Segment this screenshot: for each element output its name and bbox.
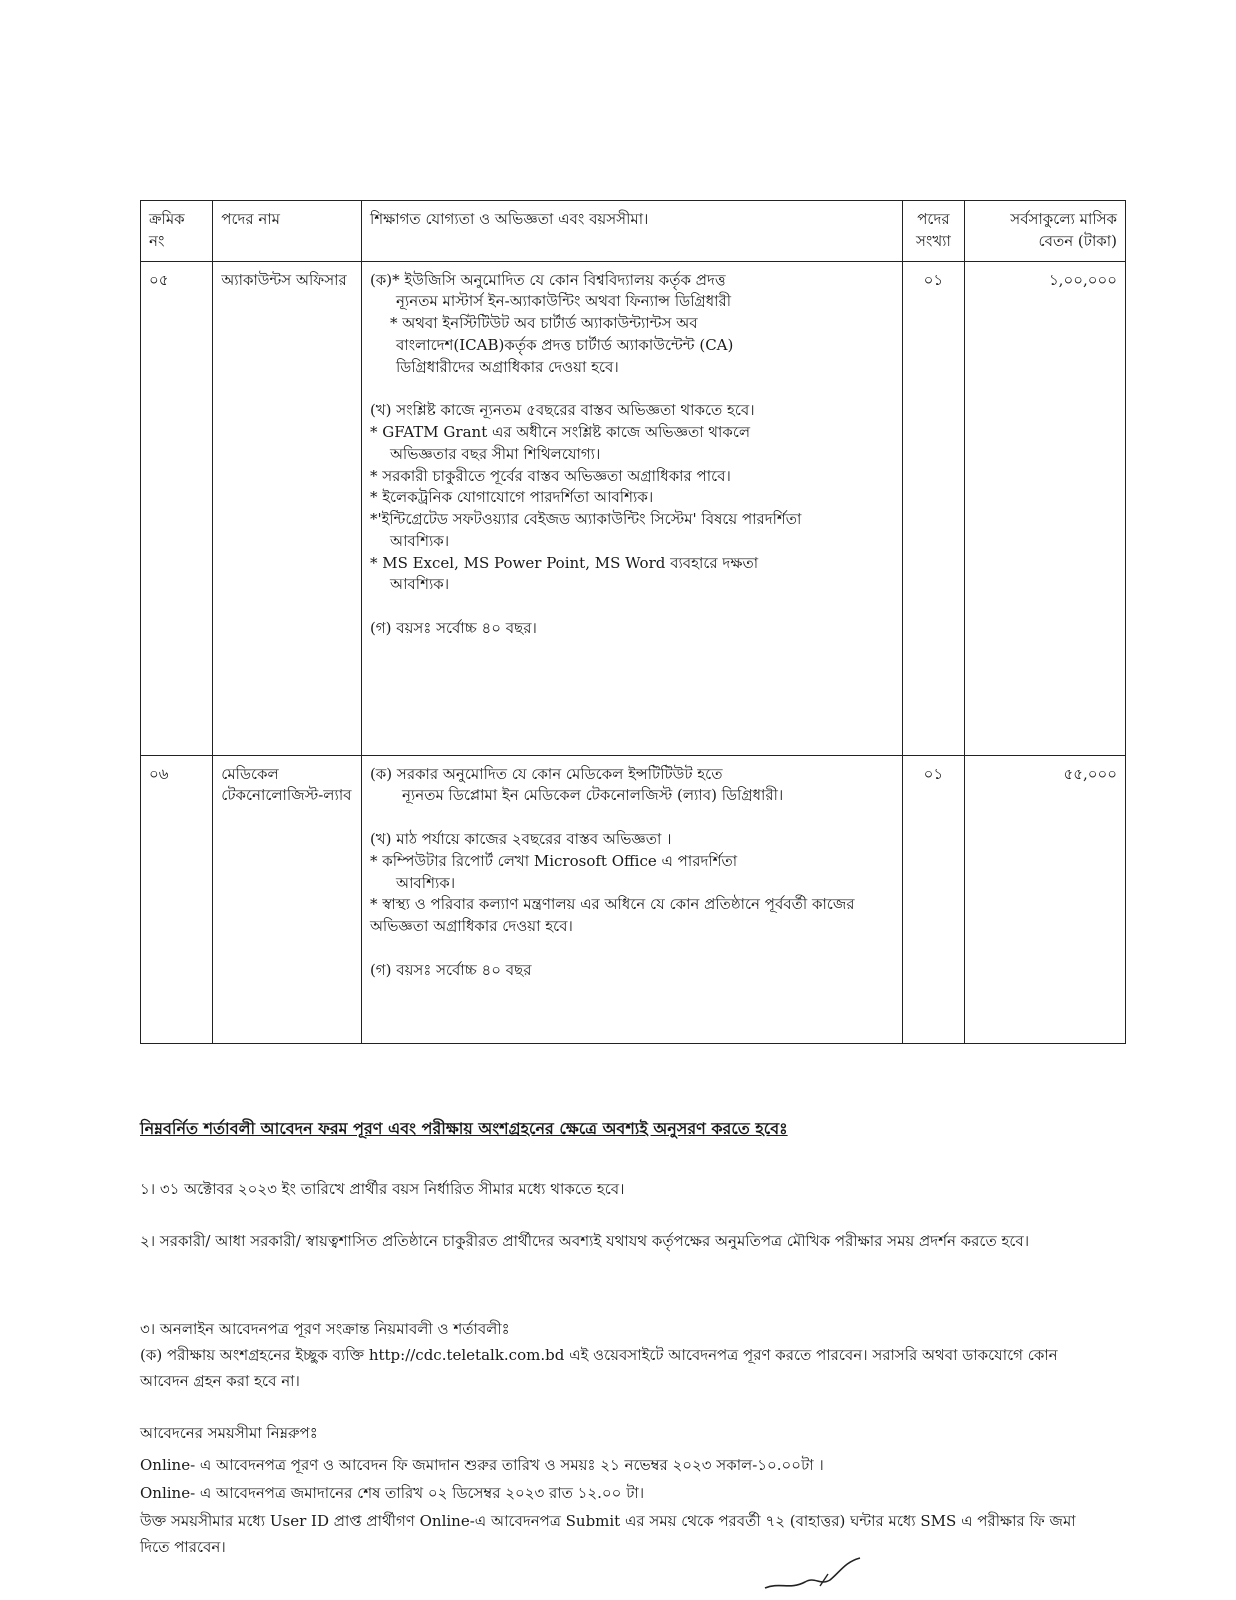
condition-item-1: ১। ৩১ অক্টোবর ২০২৩ ইং তারিখে প্রার্থীর বয়স নির্ধারিত সীমার মধ্যে থাকতে হবে।: [140, 1180, 625, 1198]
qual-line: (ক) সরকার অনুমোদিত যে কোন মেডিকেল ইন্সটিটিউট হতে: [369, 764, 723, 783]
qual-line: ডিগ্রিধারীদের অগ্রাধিকার দেওয়া হবে।: [395, 357, 619, 376]
qual-line: *'ইন্টিগ্রেটেড সফটওয়্যার বেইজড অ্যাকাউন্টিং সিস্টেম' বিষয়ে পারদর্শিতা: [369, 510, 802, 528]
deadline-line-2: Online- এ আবেদনপত্র জমাদানের শেষ তারিখ ০২ ডিসেম্বর ২০২৩ রাত ১২.০০ টা।: [140, 1484, 645, 1502]
row-salary: ৫৫,০০০: [964, 755, 1125, 1043]
header-qualification: শিক্ষাগত যোগ্যতা ও অভিজ্ঞতা এবং বয়সসীমা।: [361, 201, 902, 262]
qual-line: (গ) বয়সঃ সর্বোচ্চ ৪০ বছর: [369, 960, 532, 979]
posts-table: [140, 200, 1126, 1044]
conditions-heading: নিম্নবর্নিত শর্তাবলী আবেদন ফরম পূরণ এবং পরীক্ষায় অংশগ্রহনের ক্ষেত্রে অবশ্যই অনুসরণ করতে হবেঃ: [140, 1119, 788, 1138]
row-serial: ০৬: [141, 755, 213, 1043]
qual-line: * স্বাস্থ্য ও পরিবার কল্যাণ মন্ত্রণালয় এর অধিনে যে কোন প্রতিষ্ঠানে পূর্ববর্তী কাজের অভিজ্ঞতা অগ্রাধিকার দেওয়া হবে।: [369, 895, 855, 935]
qual-line: (খ) মাঠ পর্যায়ে কাজের ২বছরের বাস্তব অভিজ্ঞতা ।: [369, 830, 672, 848]
table-row: [141, 755, 1126, 1043]
row-serial: ০৫: [141, 261, 213, 755]
condition-item-3-title: ৩। অনলাইন আবেদনপত্র পূরণ সংক্রান্ত নিয়মাবলী ও শর্তাবলীঃ: [140, 1320, 510, 1338]
condition-item-2: ২। সরকারী/ আধা সরকারী/ স্বায়ত্বশাসিত প্রতিষ্ঠানে চাকুরীরত প্রার্থীদের অবশ্যই যথাযথ কর্তৃপক্ষের অনুমতিপত্র মৌখিক পরীক্ষার সময় প্রদর্শন করতে হবে।: [140, 1232, 1030, 1250]
qual-line: (ক)* ইউজিসি অনুমোদিত যে কোন বিশ্ববিদ্যালয় কর্তৃক প্রদত্ত: [369, 270, 726, 289]
qual-line: ন্যূনতম ডিপ্লোমা ইন মেডিকেল টেকনোলজিস্ট (ল্যাব) ডিগ্রিধারী।: [401, 786, 784, 805]
row-salary: ১,০০,০০০: [964, 261, 1125, 755]
qual-line: আবশ্যিক।: [389, 575, 450, 594]
row-qualification: [361, 261, 902, 755]
header-salary: সর্বসাকুল্যে মাসিক বেতন (টাকা): [964, 201, 1125, 262]
qual-line: আবশ্যিক।: [389, 531, 450, 550]
header-serial: ক্রমিক নং: [141, 201, 213, 262]
table-header-row: [141, 201, 1126, 262]
row-post-count: ০১: [902, 755, 964, 1043]
deadline-line-3: উক্ত সময়সীমার মধ্যে User ID প্রাপ্ত প্রার্থীগণ Online-এ আবেদনপত্র Submit এর সময় থেকে পরবর্তী ৭২ (বাহাত্তর) ঘন্টার মধ্যে SMS এ পরীক্ষার ফি জমা দিতে পারবেন।: [140, 1512, 1076, 1557]
qual-line: * সরকারী চাকুরীতে পূর্বের বাস্তব অভিজ্ঞতা অগ্রাধিকার পাবে।: [369, 466, 731, 485]
qual-line: * অথবা ইনস্টিটিউট অব চার্টার্ড অ্যাকাউন্ট্যান্টস অব: [389, 314, 698, 332]
row-post-name: মেডিকেল টেকনোলোজিস্ট-ল্যাব: [213, 755, 362, 1043]
header-post-name: পদের নাম: [213, 201, 362, 262]
qual-line: * GFATM Grant এর অধীনে সংশ্লিষ্ট কাজে অভিজ্ঞতা থাকলে: [369, 423, 751, 441]
qual-line: (খ) সংশ্লিষ্ট কাজে ন্যূনতম ৫বছরের বাস্তব অভিজ্ঞতা থাকতে হবে।: [369, 401, 755, 420]
signature-mark: [760, 1552, 880, 1592]
row-post-count: ০১: [902, 261, 964, 755]
qual-line: * MS Excel, MS Power Point, MS Word ব্যবহারে দক্ষতা: [369, 553, 759, 572]
row-post-name: অ্যাকাউন্টস অফিসার: [213, 261, 362, 755]
deadline-line-1: Online- এ আবেদনপত্র পূরণ ও আবেদন ফি জমাদান শুরুর তারিখ ও সময়ঃ ২১ নভেম্বর ২০২৩ সকাল-১০.০০টা ।: [140, 1456, 824, 1474]
qual-line: * কম্পিউটার রিপোর্ট লেখা Microsoft Office এ পারদর্শিতা: [369, 851, 738, 870]
qual-line: অভিজ্ঞতার বছর সীমা শিথিলযোগ্য।: [389, 444, 601, 463]
qual-line: আবশ্যিক।: [395, 873, 456, 892]
header-post-count: পদের সংখ্যা: [902, 201, 964, 262]
deadline-title: আবেদনের সময়সীমা নিম্নরুপঃ: [140, 1424, 318, 1442]
qual-line: * ইলেকট্রনিক যোগাযোগে পারদর্শিতা আবশ্যিক।: [369, 488, 654, 507]
condition-item-3-a: (ক) পরীক্ষায় অংশগ্রহনের ইচ্ছুক ব্যক্তি http://cdc.teletalk.com.bd এই ওয়েবসাইটে আবেদনপত্র পূরণ করতে পারবেন। সরাসরি অথবা ডাকযোগে কোন আবেদন গ্রহন করা হবে না।: [140, 1346, 1058, 1391]
qual-line: বাংলাদেশ(ICAB)কর্তৃক প্রদত্ত চার্টার্ড অ্যাকাউন্টেন্ট (CA): [395, 335, 734, 354]
row-qualification: [361, 755, 902, 1043]
table-row: [141, 261, 1126, 755]
qual-line: (গ) বয়সঃ সর্বোচ্চ ৪০ বছর।: [369, 619, 537, 637]
qual-line: ন্যূনতম মাস্টার্স ইন-অ্যাকাউন্টিং অথবা ফিন্যান্স ডিগ্রিধারী: [395, 292, 732, 311]
